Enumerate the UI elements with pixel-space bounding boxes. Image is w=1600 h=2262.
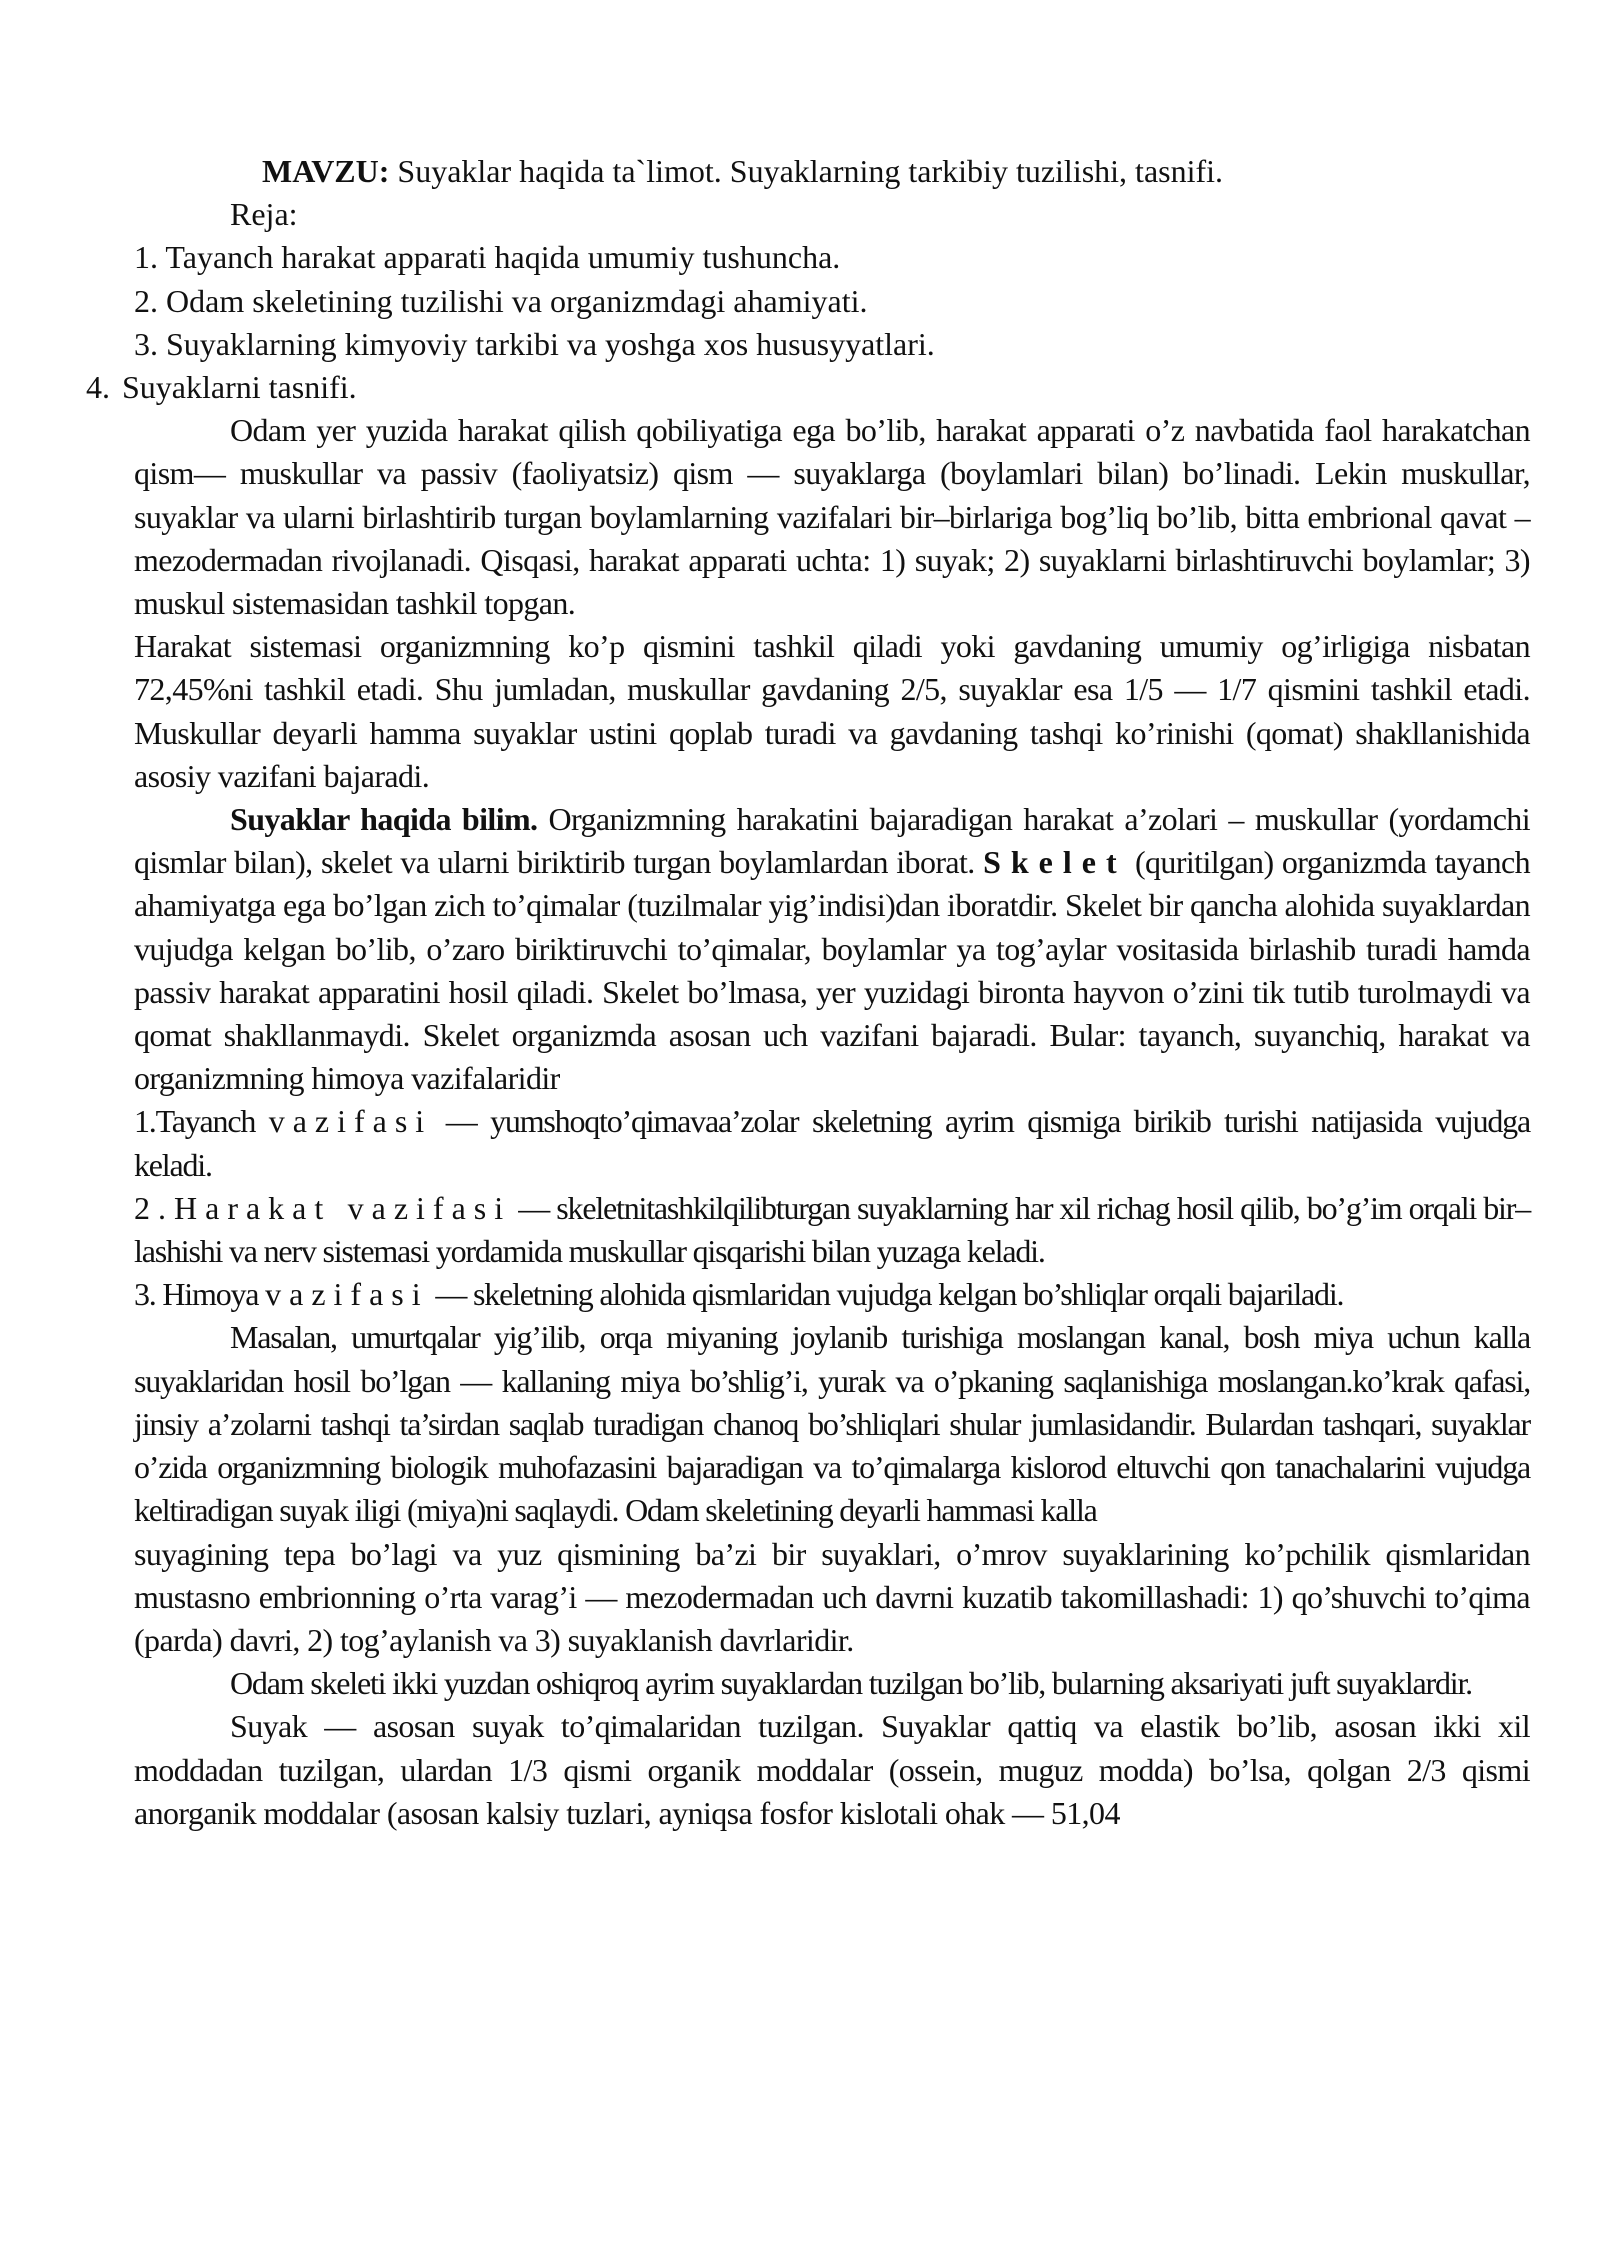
plan-heading: Reja:	[230, 196, 298, 233]
document-body	[86, 150, 1530, 1835]
page-title	[134, 150, 1530, 193]
plan-item-2: 2. Odam skeletining tuzilishi va organizmdagi ahamiyati.	[134, 282, 868, 319]
paragraph-1: Odam yer yuzida harakat qilish qobiliyatiga ega bo’lib, harakat apparati o’z navbatida faol harakatchan qism— muskullar va passiv (faoliyatsiz) qism — suyaklarga (boylamlari bilan) bo’linadi. Lekin muskullar, suyaklar va ularni birlashtirib turgan boylamlarning vazifalari bir–birlariga bog’liq bo’lib, bitta embrional qavat – mezodermadan rivojlanadi. Qisqasi, harakat apparati uchta: 1) suyak; 2) suyaklarni birlashtiruvchi boylamlar; 3) muskul sistemasidan tashkil topgan.	[134, 412, 1530, 622]
paragraph-5: suyagining tepa bo’lagi va yuz qismining ba’zi bir suyaklari, o’mrov suyaklarining ko’pchilik qismlaridan mustasno embrionning o’rta varag’i — mezodermadan uch davrni kuzatib takomillashadi: 1) qo’shuvchi to’qima (parda) davri, 2) tog’aylanish va 3) suyaklanish davrlaridir.	[134, 1535, 1530, 1658]
paragraph-3-text-b: (quritilgan) organizmda tayanch ahamiyatga ega bo’lgan zich to’qimalar (tuzilmalar yig’indisi)dan iboratdir. Skelet bir qancha alohida suyaklardan vujudga kelgan bo’lib, o’zaro biriktiruvchi to’qimalar, boylamlar ya tog’aylar vositasida birlashib turadi hamda passiv harakat apparatini hosil qiladi. Skelet bo’lmasa, yer yuzidagi bironta hayvon o’zini tik tutib turolmaydi va qomat shakllanmaydi. Skelet organizmda asosan uch vazifani bajaradi. Bular: tayanch, suyanchiq, harakat va organizmning himoya vazifalaridir	[134, 844, 1530, 1097]
plan-item-4	[86, 366, 1530, 409]
function-item-3	[134, 1273, 1530, 1316]
plan-item-4-number: 4.	[86, 369, 110, 406]
paragraph-3-bold: Suyaklar haqida bilim.	[230, 801, 538, 838]
function-item-2	[134, 1187, 1530, 1273]
paragraph-3	[134, 798, 1530, 1100]
function-3-spaced: vazifasi	[265, 1276, 429, 1313]
paragraph-6: Odam skeleti ikki yuzdan oshiqroq ayrim suyaklardan tuzilgan bo’lib, bularning aksariyati juft suyaklardir.	[230, 1665, 1472, 1702]
paragraph-2: Harakat sistemasi organizmning ko’p qismini tashkil qiladi yoki gavdaning umumiy og’irligiga nisbatan 72,45%ni tashkil etadi. Shu jumladan, muskullar gavdaning 2/5, suyaklar esa 1/5 — 1/7 qismini tashkil etadi. Muskullar deyarli hamma suyaklar ustini qoplab turadi va gavdaning tashqi ko’rinishi (qomat) shakllanishida asosiy vazifani bajaradi.	[134, 628, 1530, 794]
plan-item-1: 1. Tayanch harakat apparati haqida umumiy tushuncha.	[134, 239, 841, 276]
function-item-1	[134, 1100, 1530, 1186]
function-1-prefix: 1.Tayanch	[134, 1103, 269, 1140]
title-label: MAVZU:	[262, 153, 390, 189]
plan-item-4-text: Suyaklarni tasnifi.	[122, 369, 357, 406]
paragraph-7: Suyak — asosan suyak to’qimalaridan tuzilgan. Suyaklar qattiq va elastik bo’lib, asosan ikki xil moddadan tuzilgan, ulardan 1/3 qismi organik moddalar (ossein, muguz modda) bo’lsa, qolgan 2/3 qismi anorganik moddalar (asosan kalsiy tuzlari, ayniqsa fosfor kislotali ohak — 51,04	[134, 1708, 1530, 1831]
function-3-text: — skeletning alohida qismlaridan vujudga kelgan bo’shliqlar orqali bajariladi.	[428, 1276, 1344, 1313]
title-text: Suyaklar haqida ta`limot. Suyaklarning tarkibiy tuzilishi, tasnifi.	[389, 153, 1224, 189]
function-2-text: — skeletnitashkilqilibturgan suyaklarning har xil richag hosil qilib, bo’g’im orqali bir–lashishi va nerv sistemasi yordamida muskullar qisqarishi bilan yuzaga keladi.	[134, 1189, 1530, 1270]
function-1-spaced: vazifasi	[268, 1103, 433, 1140]
paragraph-4: Masalan, umurtqalar yig’ilib, orqa miyaning joylanib turishiga moslangan kanal, bosh miya uchun kalla suyaklaridan hosil bo’lgan — kallaning miya bo’shlig’i, yurak va o’pkaning saqlanishiga moslangan.ko’krak qafasi, jinsiy a’zolarni tashqi ta’sirdan saqlab turadigan chanoq bo’shliqlari shular jumlasidandir. Bulardan tashqari, suyaklar o’zida organizmning biologik muhofazasini bajaradigan va to’qimalarga kislorod eltuvchi qon tanachalarini vujudga keltiradigan suyak iligi (miya)ni saqlaydi. Odam skeletining deyarli hammasi kalla	[134, 1319, 1530, 1529]
function-2-spaced: 2.Harakat vazifasi	[134, 1189, 512, 1226]
plan-item-3: 3. Suyaklarning kimyoviy tarkibi va yoshga xos hususуyatlari.	[134, 325, 935, 362]
paragraph-3-spaced-term: Skelet	[983, 844, 1127, 881]
function-1-text: — yumshoqto’qimavaa’zolar skeletning ayrim qismiga birikib turishi natijasida vujudga keladi.	[134, 1103, 1530, 1183]
paragraph-3-text-a: Organizmning harakatini bajaradigan harakat a’zolari – muskullar (yordamchi qismlar bilan), skelet va ularni biriktirib turgan boylamlardan iborat.	[134, 801, 1530, 881]
function-3-prefix: 3. Himoya	[134, 1276, 266, 1313]
